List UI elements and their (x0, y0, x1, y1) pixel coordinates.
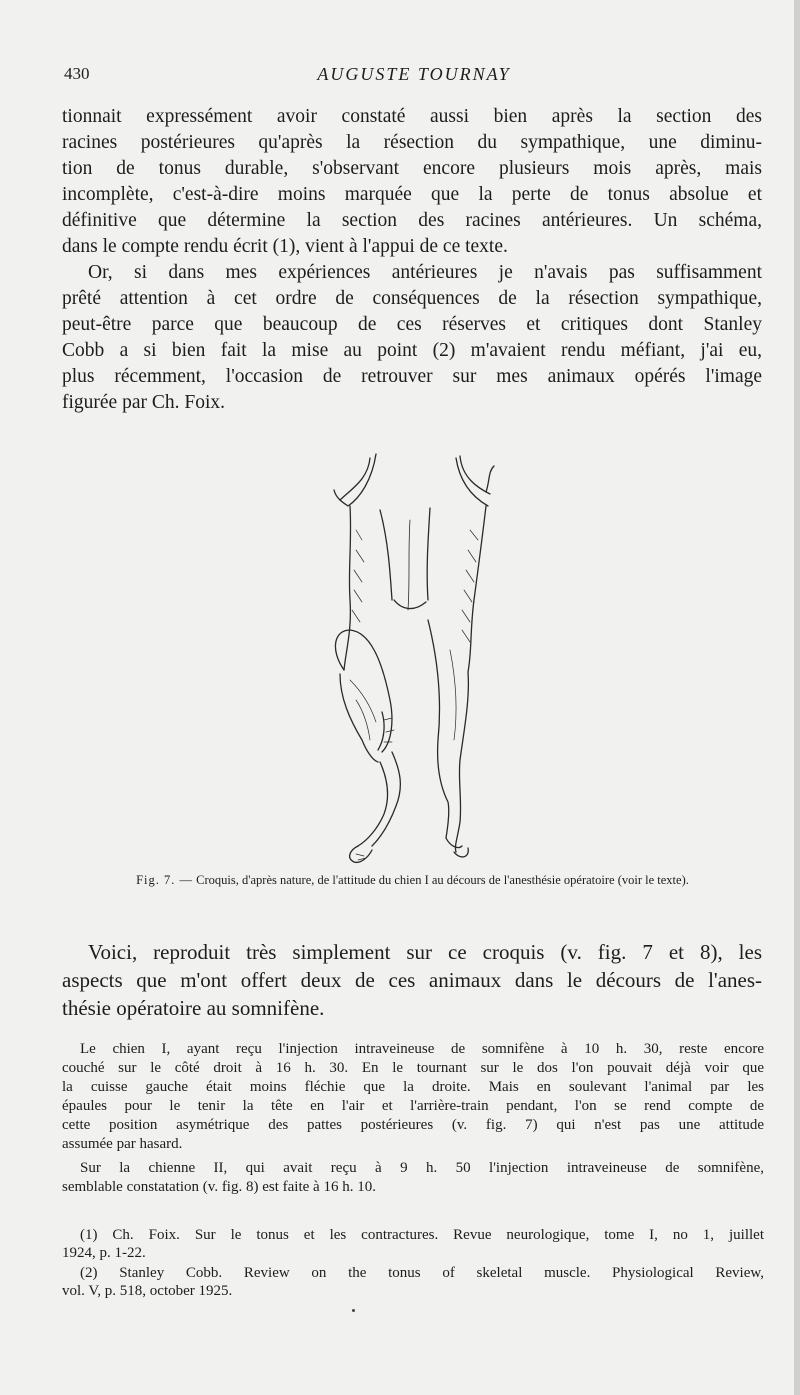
dog-sketch-figure (310, 450, 510, 870)
running-head: AUGUSTE TOURNAY (317, 64, 511, 84)
stray-mark (352, 1309, 355, 1312)
text-line: cette position asymétrique des pattes postérieures (v. fig. 7) qui n'est pas une attitude (62, 1117, 764, 1133)
text-line: Le chien I, ayant reçu l'injection intraveineuse de somnifène à 10 h. 30, reste encore (80, 1041, 764, 1057)
figure-caption-text: Croquis, d'après nature, de l'attitude du chien I au décours de l'anesthésie opératoire (voir le texte). (196, 873, 689, 887)
text-line: incomplète, c'est-à-dire moins marquée que la perte de tonus absolue et (62, 184, 762, 205)
page-edge (794, 0, 800, 1395)
footnote-2-cont: vol. V, p. 518, october 1925. (62, 1283, 233, 1299)
text-line: prêté attention à cet ordre de conséquences de la résection sympathique, (62, 288, 762, 309)
page-number: 430 (64, 64, 90, 83)
figure-caption (60, 872, 765, 888)
footnote-2: (2) Stanley Cobb. Review on the tonus of skeletal muscle. Physiological Review, (80, 1265, 764, 1281)
text-line: semblable constatation (v. fig. 8) est faite à 16 h. 10. (62, 1179, 376, 1195)
text-line: définitive que détermine la section des racines antérieures. Un schéma, (62, 210, 762, 231)
text-line: assumée par hasard. (62, 1136, 183, 1152)
text-line: Voici, reproduit très simplement sur ce croquis (v. fig. 7 et 8), les (88, 940, 762, 964)
footnote-1: (1) Ch. Foix. Sur le tonus et les contractures. Revue neurologique, tome I, no 1, juillet (80, 1227, 764, 1243)
text-line: épaules pour le tenir la tête en l'air et l'arrière-train pendant, l'on se rend compte de (62, 1098, 764, 1114)
page-header (64, 64, 764, 88)
text-line: aspects que m'ont offert deux de ces animaux dans le décours de l'anes- (62, 968, 762, 992)
text-line: Or, si dans mes expériences antérieures je n'avais pas suffisamment (88, 262, 762, 283)
text-line: thésie opératoire au somnifène. (62, 996, 325, 1020)
text-line: racines postérieures qu'après la résection du sympathique, une diminu- (62, 132, 762, 153)
text-line: Sur la chienne II, qui avait reçu à 9 h. 50 l'injection intraveineuse de somnifène, (80, 1160, 764, 1176)
figure-label: Fig. 7. — (136, 873, 194, 887)
text-line: plus récemment, l'occasion de retrouver sur mes animaux opérés l'image (62, 366, 762, 387)
text-line: figurée par Ch. Foix. (62, 392, 226, 413)
text-line: la cuisse gauche était moins fléchie que la droite. Mais en soulevant l'animal par les (62, 1079, 764, 1095)
text-line: tion de tonus durable, s'observant encore plusieurs mois après, mais (62, 158, 762, 179)
text-line: tionnait expressément avoir constaté aussi bien après la section des (62, 106, 762, 127)
footnote-1-cont: 1924, p. 1-22. (62, 1245, 146, 1261)
text-line: dans le compte rendu écrit (1), vient à l'appui de ce texte. (62, 236, 508, 257)
text-line: Cobb a si bien fait la mise au point (2) m'avaient rendu méfiant, j'ai eu, (62, 340, 762, 361)
text-line: peut-être parce que beaucoup de ces réserves et critiques dont Stanley (62, 314, 762, 335)
text-line: couché sur le côté droit à 16 h. 30. En le tournant sur le dos l'on pouvait déjà voir que (62, 1060, 764, 1076)
